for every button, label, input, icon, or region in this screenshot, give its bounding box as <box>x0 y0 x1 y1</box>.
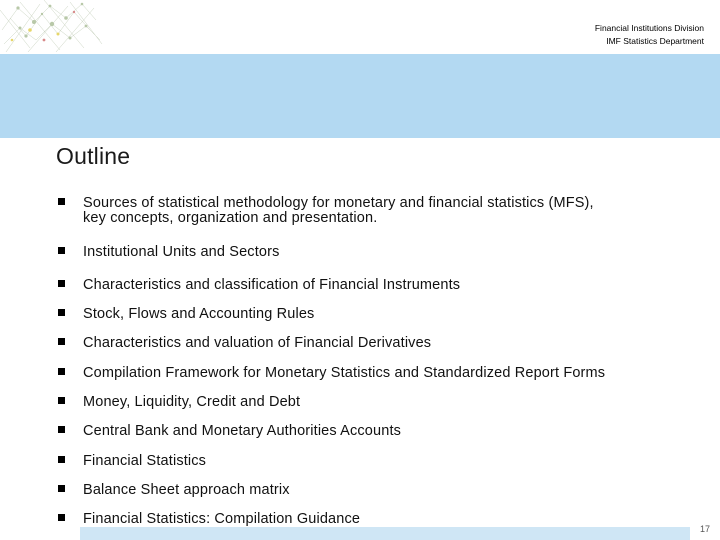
bullet-marker <box>58 338 65 345</box>
bullet-text: Financial Statistics <box>83 453 207 469</box>
bullet-marker <box>58 397 65 404</box>
bullet-marker <box>58 280 65 287</box>
bullet-text: Money, Liquidity, Credit and Debt <box>83 394 301 410</box>
bullet-marker <box>58 368 65 375</box>
bullet-marker <box>58 514 65 521</box>
bullet-marker <box>58 309 65 316</box>
bullet-text: Financial Statistics: Compilation Guidance <box>83 511 361 527</box>
department-name: IMF Statistics Department <box>606 36 704 46</box>
bullet-text: Characteristics and valuation of Financial Derivatives <box>83 335 432 351</box>
bullet-text: Stock, Flows and Accounting Rules <box>83 306 315 322</box>
bullet-marker <box>58 198 65 205</box>
bullet-marker <box>58 485 65 492</box>
bullet-marker <box>58 247 65 254</box>
bullet-text: Central Bank and Monetary Authorities Accounts <box>83 423 402 439</box>
bullet-text-continuation: key concepts, organization and presentation. <box>83 210 378 226</box>
page-number: 17 <box>699 524 710 534</box>
division-name: Financial Institutions Division <box>594 23 704 33</box>
bullet-text: Characteristics and classification of Financial Instruments <box>83 277 461 293</box>
bullet-text: Sources of statistical methodology for monetary and financial statistics (MFS), <box>83 195 594 211</box>
bullet-text: Compilation Framework for Monetary Statistics and Standardized Report Forms <box>83 365 606 381</box>
bullet-marker <box>58 456 65 463</box>
bullet-text: Institutional Units and Sectors <box>83 244 280 260</box>
slide-title: Outline <box>56 143 131 169</box>
footer-band <box>80 527 690 540</box>
bullet-text: Balance Sheet approach matrix <box>83 482 290 498</box>
bullet-marker <box>58 426 65 433</box>
